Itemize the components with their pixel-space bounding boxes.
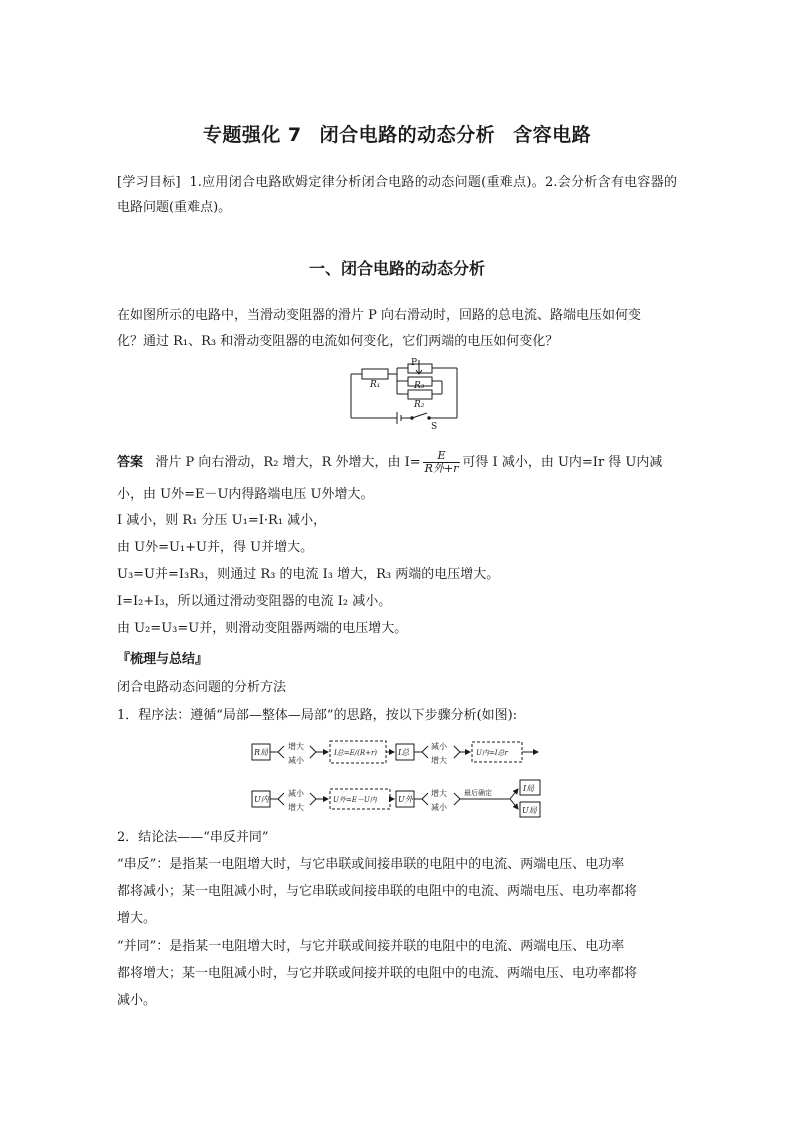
answer-line-7: 由 U₂=U₃=U并，则滑动变阻器两端的电压增大。 <box>117 621 408 636</box>
rule-1-line-1: “串反”：是指某一电阻增大时，与它串联或间接串联的电阻中的电流、两端电压、电功率 <box>117 857 625 872</box>
circuit-diagram <box>345 358 470 430</box>
section-heading: 一、闭合电路的动态分析 <box>308 259 485 278</box>
flow-final: 最后确定 <box>464 789 492 797</box>
rule-2-line-1: “并同”：是指某一电阻增大时，与它并联或间接并联的电阻中的电流、两端电压、电功率 <box>117 939 625 954</box>
flow-inc-2: 增大 <box>431 756 447 765</box>
flow-u-inner-eq: U内=I总r <box>476 749 508 757</box>
page-title <box>0 120 794 147</box>
label-r2: R₂ <box>414 400 425 410</box>
title-part-1: 专题强化 7 <box>202 124 302 146</box>
summary-heading: 『梳理与总结』 <box>117 652 209 667</box>
learning-objectives <box>117 170 677 220</box>
method-2: 2．结论法——“串反并同” <box>117 830 269 845</box>
flow-r-local: R局 <box>254 748 269 757</box>
answer-line-6: I=I₂+I₃，所以通过滑动变阻器的电流 I₂ 减小。 <box>117 594 392 609</box>
label-p: P <box>411 358 418 368</box>
question-line-1: 在如图所示的电路中，当滑动变阻器的滑片 P 向右滑动时，回路的总电流、路端电压如何变 <box>117 308 642 323</box>
answer-line-4: 由 U外=U₁+U并，得 U并增大。 <box>117 540 314 555</box>
formula-fraction <box>423 450 461 475</box>
method-1: 1．程序法：遵循“局部—整体—局部”的思路，按以下步骤分析(如图): <box>117 708 518 723</box>
title-part-2: 闭合电路的动态分析 <box>319 124 496 146</box>
flow-i-local: I局 <box>523 784 535 793</box>
answer-label: 答案 <box>117 455 144 470</box>
flow-u-inner: U内 <box>254 795 269 804</box>
rule-2-line-2: 都将增大；某一电阻减小时，与它并联或间接并联的电阻中的电流、两端电压、电功率都将 <box>117 966 638 981</box>
flow-inc-4: 增大 <box>431 789 447 798</box>
answer-text-1b: 可得 I 减小，由 U内=Ir 得 U内减 <box>462 455 663 470</box>
flow-dec-3: 减小 <box>288 789 304 798</box>
flow-u-out-eq: U外=E－U内 <box>333 796 377 804</box>
objectives-label: [学习目标] <box>117 175 181 190</box>
flow-inc-1: 增大 <box>288 742 304 751</box>
rule-2-line-3: 减小。 <box>117 993 157 1008</box>
flow-dec-1: 减小 <box>288 756 304 765</box>
label-r1: R₁ <box>370 380 381 390</box>
flow-u-local: U局 <box>522 806 537 815</box>
fraction-denominator: R外+r <box>424 462 459 475</box>
flow-diagram <box>248 738 548 820</box>
answer-line-3: I 减小，则 R₁ 分压 U₁=I·R₁ 减小， <box>117 513 327 528</box>
answer-line-2: 小，由 U外=E－U内得路端电压 U外增大。 <box>117 487 374 502</box>
rule-1-line-3: 增大。 <box>117 911 157 926</box>
label-s: S <box>431 422 438 430</box>
flow-u-out: U外 <box>398 795 413 804</box>
question-line-2: 化？通过 R₁、R₃ 和滑动变阻器的电流如何变化，它们两端的电压如何变化？ <box>117 334 559 349</box>
flow-dec-2: 减小 <box>431 742 447 751</box>
title-part-3: 含容电路 <box>513 124 592 146</box>
answer-text-1a: 滑片 P 向右滑动，R₂ 增大，R 外增大，由 I= <box>155 455 421 470</box>
objectives-text: 1.应用闭合电路欧姆定律分析闭合电路的动态问题(重难点)。2.会分析含有电容器的电路问题(重难点)。 <box>117 175 678 215</box>
fraction-numerator: E <box>423 450 461 463</box>
flow-i-total-eq: I总=E/(R+r) <box>334 749 378 757</box>
answer-line-1 <box>117 450 662 475</box>
flow-i-total: I总 <box>398 748 410 757</box>
answer-line-5: U₃=U并=I₃R₃，则通过 R₃ 的电流 I₃ 增大，R₃ 两端的电压增大。 <box>117 567 500 582</box>
flow-dec-4: 减小 <box>431 803 447 812</box>
label-r3: R₃ <box>414 381 425 391</box>
flow-inc-3: 增大 <box>288 803 304 812</box>
summary-intro: 闭合电路动态问题的分析方法 <box>117 680 287 695</box>
rule-1-line-2: 都将减小；某一电阻减小时，与它串联或间接串联的电阻中的电流、两端电压、电功率都将 <box>117 884 638 899</box>
